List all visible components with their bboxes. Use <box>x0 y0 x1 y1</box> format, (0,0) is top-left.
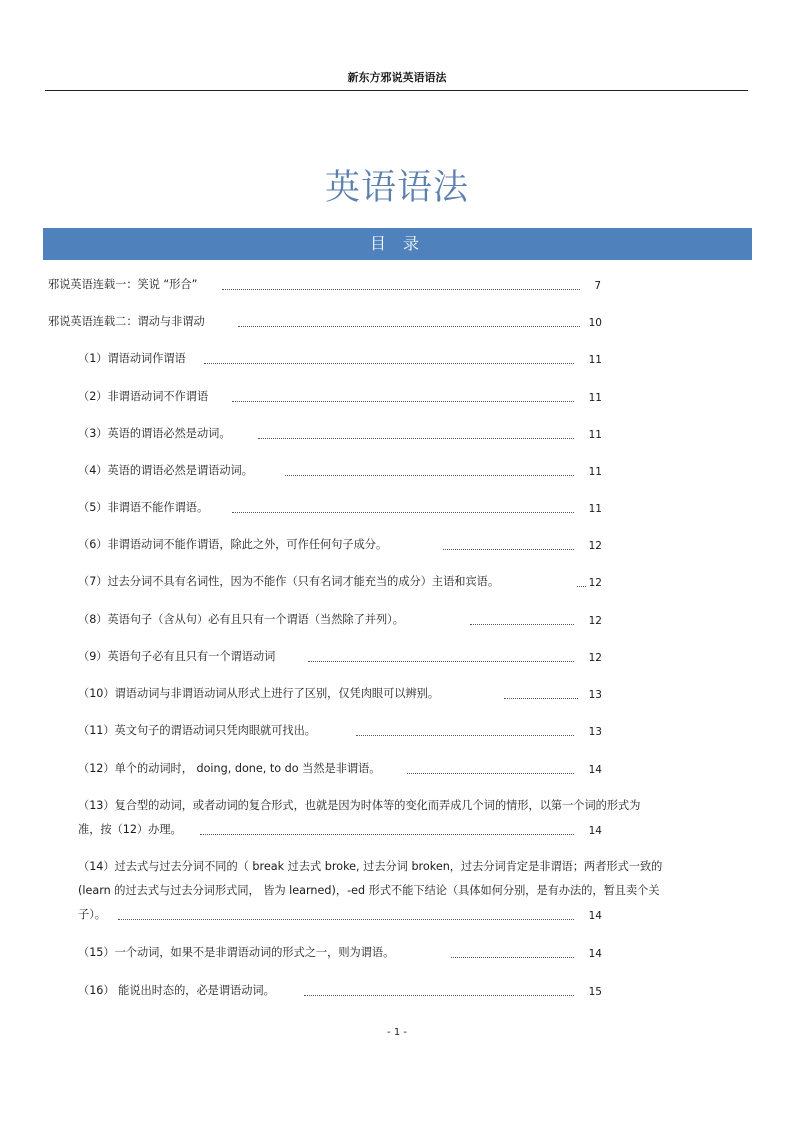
toc-page-number: 7 <box>594 280 601 292</box>
toc-page-number: 14 <box>588 825 602 837</box>
toc-page-number: 13 <box>588 689 602 701</box>
toc-leader <box>258 438 574 439</box>
toc-page-number: 11 <box>588 466 602 478</box>
toc-entry-text: （2）非谓语动词不作谓语 <box>78 390 209 403</box>
toc-leader <box>308 661 574 662</box>
toc-page-number: 12 <box>588 615 602 627</box>
toc-entry[interactable] <box>48 273 197 297</box>
toc-entry-text: 准，按（12）办理。 <box>78 823 182 836</box>
toc-page-number: 11 <box>588 392 602 404</box>
toc-leader <box>285 475 574 476</box>
toc-entry[interactable] <box>78 533 387 557</box>
toc-leader <box>232 401 574 402</box>
toc-page-number: 11 <box>588 429 602 441</box>
toc-entry[interactable] <box>78 757 380 781</box>
toc-entry-text: （11）英文句子的谓语动词只凭肉眼就可找出。 <box>78 724 316 737</box>
toc-page-number: 13 <box>588 726 602 738</box>
toc-page-number: 12 <box>588 540 602 552</box>
toc-leader <box>407 773 574 774</box>
toc-page-number: 12 <box>588 577 602 589</box>
toc-entry-text: （7）过去分词不具有名词性，因为不能作（只有名词才能充当的成分）主语和宾语。 <box>78 575 500 588</box>
toc-entry-text: （13）复合型的动词，或者动词的复合形式，也就是因为时体等的变化而弄成几个词的情形，以第一个词的形式为 <box>78 799 641 812</box>
toc-leader <box>356 735 574 736</box>
header-rule <box>45 90 748 91</box>
toc-entry[interactable] <box>78 979 275 1003</box>
toc-page-number: 14 <box>588 948 602 960</box>
toc-page-number: 14 <box>588 764 602 776</box>
toc-entry-text: （5）非谓语不能作谓语。 <box>78 501 209 514</box>
toc-page-number: 11 <box>588 354 602 366</box>
page-footer-number: - 1 - <box>387 1027 407 1038</box>
toc-entry-text: （8）英语句子（含从句）必有且只有一个谓语（当然除了并列）。 <box>78 613 404 626</box>
toc-entry-text: 邪说英语连载一：笑说 “形合” <box>48 278 198 291</box>
toc-entry-text: 子）。 <box>78 908 106 921</box>
toc-entry[interactable] <box>78 645 275 669</box>
toc-leader <box>232 512 574 513</box>
toc-entry[interactable] <box>78 941 394 965</box>
toc-heading: 目 录 <box>369 234 426 253</box>
toc-entry[interactable] <box>78 347 186 371</box>
toc-entry[interactable] <box>78 570 499 594</box>
toc-entry-text: （10）谓语动词与非谓语动词从形式上进行了区别，仅凭肉眼可以辨别。 <box>78 687 440 700</box>
toc-leader <box>304 995 574 996</box>
toc-leader <box>443 549 574 550</box>
toc-page-number: 15 <box>588 986 602 998</box>
toc-leader <box>204 363 574 364</box>
toc-entry[interactable] <box>78 719 316 743</box>
toc-entry-text: （9）英语句子必有且只有一个谓语动词 <box>78 650 276 663</box>
toc-leader <box>504 698 578 699</box>
toc-heading-bar <box>43 228 752 260</box>
toc-leader <box>238 326 580 327</box>
toc-page-number: 11 <box>588 503 602 515</box>
toc-leader <box>200 834 574 835</box>
toc-page-number: 12 <box>588 652 602 664</box>
toc-entry-text: 邪说英语连载二：谓动与非谓动 <box>48 315 205 328</box>
toc-leader <box>470 624 574 625</box>
toc-entry-text: （16） 能说出时态的，必是谓语动词。 <box>78 984 275 997</box>
toc-entry[interactable] <box>78 682 439 706</box>
document-title: 英语语法 <box>324 168 469 208</box>
toc-entry-text: （3）英语的谓语必然是动词。 <box>78 427 231 440</box>
toc-entry-text: （12）单个的动词时， doing, done, to do 当然是非谓语。 <box>78 762 381 775</box>
page-header-title: 新东方邪说英语语法 <box>347 71 447 84</box>
toc-entry-continuation <box>78 903 106 927</box>
toc-entry[interactable] <box>78 794 640 818</box>
toc-entry-continuation <box>78 879 660 903</box>
toc-entry-text: （4）英语的谓语必然是谓语动词。 <box>78 464 253 477</box>
toc-entry[interactable] <box>78 608 404 632</box>
toc-entry-text: (learn 的过去式与过去分词形式同， 皆为 learned)，-ed 形式不能下结论（具体如何分别，是有办法的，暂且卖个关 <box>78 884 660 897</box>
toc-entry-text: （15）一个动词，如果不是非谓语动词的形式之一，则为谓语。 <box>78 946 395 959</box>
toc-entry[interactable] <box>48 310 205 334</box>
toc-leader <box>451 957 574 958</box>
toc-page-number: 10 <box>588 317 602 329</box>
toc-leader <box>118 919 574 920</box>
toc-page-number: 14 <box>588 910 602 922</box>
toc-entry-text: （6）非谓语动词不能作谓语，除此之外，可作任何句子成分。 <box>78 538 388 551</box>
toc-entry-continuation <box>78 818 182 842</box>
toc-entry[interactable] <box>78 422 231 446</box>
toc-entry[interactable] <box>78 855 662 879</box>
toc-entry[interactable] <box>78 459 253 483</box>
toc-entry-text: （14）过去式与过去分词不同的（ break 过去式 broke, 过去分词 broken，过去分词肯定是非谓语；两者形式一致的 <box>78 860 663 873</box>
toc-leader <box>222 289 580 290</box>
toc-entry[interactable] <box>78 496 208 520</box>
toc-entry-text: （1）谓语动词作谓语 <box>78 352 186 365</box>
toc-entry[interactable] <box>78 385 208 409</box>
